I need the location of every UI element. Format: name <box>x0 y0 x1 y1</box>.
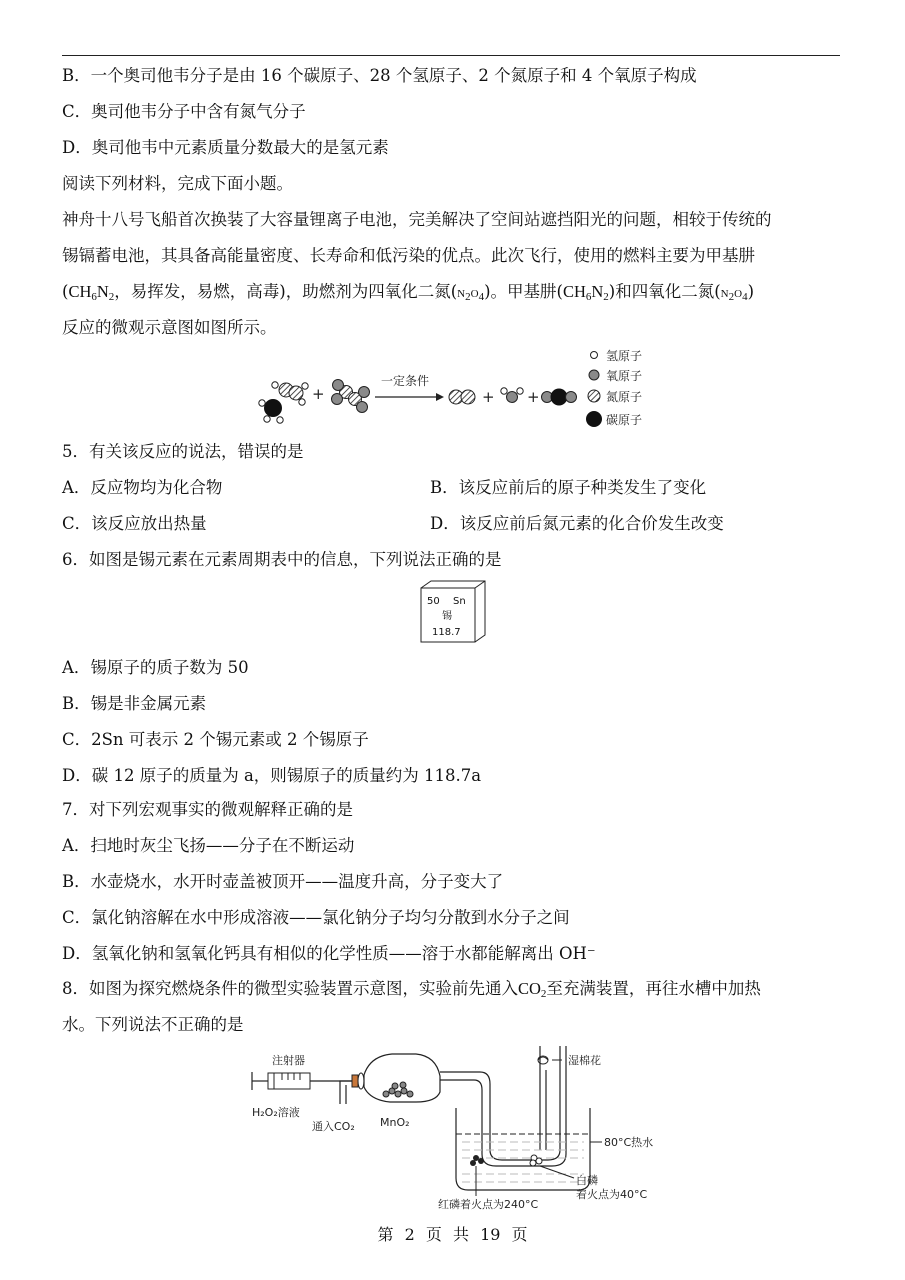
q7-option-b: B．水壶烧水，水开时壶盖被顶开——温度升高，分子变大了 <box>62 872 504 891</box>
q5-option-b: B．该反应前后的原子种类发生了变化 <box>430 478 707 497</box>
label-syringe: 注射器 <box>272 1054 305 1067</box>
formula-co2: $CO_2$ <box>518 979 547 1000</box>
combustion-apparatus-diagram <box>240 1042 680 1212</box>
paren-close: ) <box>747 282 754 301</box>
label-red-phosphorus: 红磷着火点为240°C <box>438 1198 539 1211</box>
footer-page-number: 2 <box>404 1225 415 1244</box>
q6-option-b: B．锡是非金属元素 <box>62 694 207 713</box>
molecule-n2 <box>449 390 475 404</box>
u-tube-inner <box>440 1046 566 1166</box>
footer-ye: 页 <box>511 1225 528 1244</box>
arrow-head <box>436 393 444 401</box>
paren-open: ( <box>62 282 69 301</box>
text-segment: 8．如图为探究燃烧条件的微型实验装置示意图，实验前先通入 <box>62 979 518 998</box>
q5-stem: 5．有关该反应的说法，错误的是 <box>62 442 304 461</box>
formula-n2o4: $N_2O_4$ <box>720 288 748 303</box>
footer-ye: 页 <box>425 1225 442 1244</box>
label-mno2: MnO₂ <box>380 1116 410 1129</box>
label-white-phosphorus-ignition: 着火点为40°C <box>576 1188 648 1201</box>
atom-legend <box>586 349 642 427</box>
q7-option-c: C．氯化钠溶解在水中形成溶液——氯化钠分子均匀分散到水分子之间 <box>62 908 570 927</box>
formula-n2o4: $N_2O_4$ <box>457 288 485 303</box>
legend-oxygen: 氧原子 <box>606 369 643 383</box>
q6-stem: 6．如图是锡元素在元素周期表中的信息，下列说法正确的是 <box>62 550 502 569</box>
label-h2o2-solution: H₂O₂溶液 <box>252 1106 300 1119</box>
element-symbol: Sn <box>453 596 466 607</box>
formula-methylhydrazine: $CH_6N_2$ <box>68 282 115 303</box>
reaction-condition: 一定条件 <box>381 374 430 388</box>
molecule-co2 <box>542 389 577 406</box>
label-white-phosphorus: 白磷 <box>576 1174 598 1187</box>
material-paragraph-line-1: 神舟十八号飞船首次换装了大容量锂离子电池，完美解决了空间站遮挡阳光的问题，相较于传统的 <box>62 210 772 229</box>
text-segment: )和四氧化二氮( <box>608 282 721 301</box>
footer-di: 第 <box>377 1225 394 1244</box>
legend-nitrogen: 氮原子 <box>606 390 643 404</box>
header-rule <box>62 55 840 56</box>
q6-option-a: A．锡原子的质子数为 50 <box>62 658 249 677</box>
reaction-diagram <box>250 345 670 430</box>
q7-option-d: D．氢氧化钠和氢氧化钙具有相似的化学性质——溶于水都能解离出 OH⁻ <box>62 944 596 963</box>
plus-sign: + <box>527 388 540 406</box>
q7-stem: 7．对下列宏观事实的微观解释正确的是 <box>62 800 353 819</box>
element-number: 50 <box>427 596 440 607</box>
footer-gong: 共 <box>452 1225 469 1244</box>
molecule-n2o4 <box>332 380 370 413</box>
stopper-icon <box>352 1075 358 1087</box>
q6-option-d: D．碳 12 原子的质量为 a，则锡原子的质量约为 118.7a <box>62 766 482 785</box>
plus-sign: + <box>312 385 325 403</box>
label-wet-cotton: 湿棉花 <box>568 1054 601 1067</box>
material-paragraph-line-3 <box>62 280 754 309</box>
plus-sign: + <box>482 388 495 406</box>
footer-total-pages: 19 <box>480 1225 501 1244</box>
q5-option-c: C．该反应放出热量 <box>62 514 207 533</box>
text-segment: ，易挥发，易燃，高毒)，助燃剂为四氧化二氮( <box>114 282 458 301</box>
q5-option-a: A．反应物均为化合物 <box>62 478 223 497</box>
reaction-flask <box>364 1054 440 1102</box>
label-hot-water: 80°C热水 <box>604 1136 654 1149</box>
legend-hydrogen: 氢原子 <box>606 349 643 363</box>
q4-option-b: B．一个奥司他韦分子是由 16 个碳原子、28 个氢原子、2 个氮原子和 4 个氧原子构成 <box>62 66 697 85</box>
q5-option-d: D．该反应前后氮元素的化合价发生改变 <box>430 514 724 533</box>
legend-carbon: 碳原子 <box>606 413 643 427</box>
q4-option-d: D．奥司他韦中元素质量分数最大的是氢元素 <box>62 138 389 157</box>
page-footer <box>0 1222 905 1245</box>
text-segment: 至充满装置，再往水槽中加热 <box>546 979 761 998</box>
formula-methylhydrazine: $CH_6N_2$ <box>562 282 609 303</box>
q8-stem-line-2: 水。下列说法不正确的是 <box>62 1015 244 1034</box>
q6-option-c: C．2Sn 可表示 2 个锡元素或 2 个锡原子 <box>62 730 369 749</box>
material-intro: 阅读下列材料，完成下面小题。 <box>62 174 293 193</box>
element-name: 锡 <box>442 611 452 622</box>
label-co2-inlet: 通入CO₂ <box>312 1120 355 1133</box>
element-mass: 118.7 <box>432 627 461 638</box>
q7-option-a: A．扫地时灰尘飞扬——分子在不断运动 <box>62 836 355 855</box>
text-segment: )。甲基肼( <box>484 282 563 301</box>
molecule-methylhydrazine <box>259 382 308 423</box>
white-phosphorus <box>530 1155 542 1166</box>
syringe-icon <box>252 1072 352 1090</box>
q4-option-c: C．奥司他韦分子中含有氮气分子 <box>62 102 306 121</box>
material-paragraph-line-2: 锡镉蓄电池，其具备高能量密度、长寿命和低污染的优点。此次飞行，使用的燃料主要为甲基肼 <box>62 246 755 265</box>
molecule-h2o <box>501 388 523 403</box>
q8-stem-line-1 <box>62 977 761 1006</box>
material-paragraph-line-4: 反应的微观示意图如图所示。 <box>62 318 277 337</box>
periodic-table-cell-tin <box>419 580 489 645</box>
